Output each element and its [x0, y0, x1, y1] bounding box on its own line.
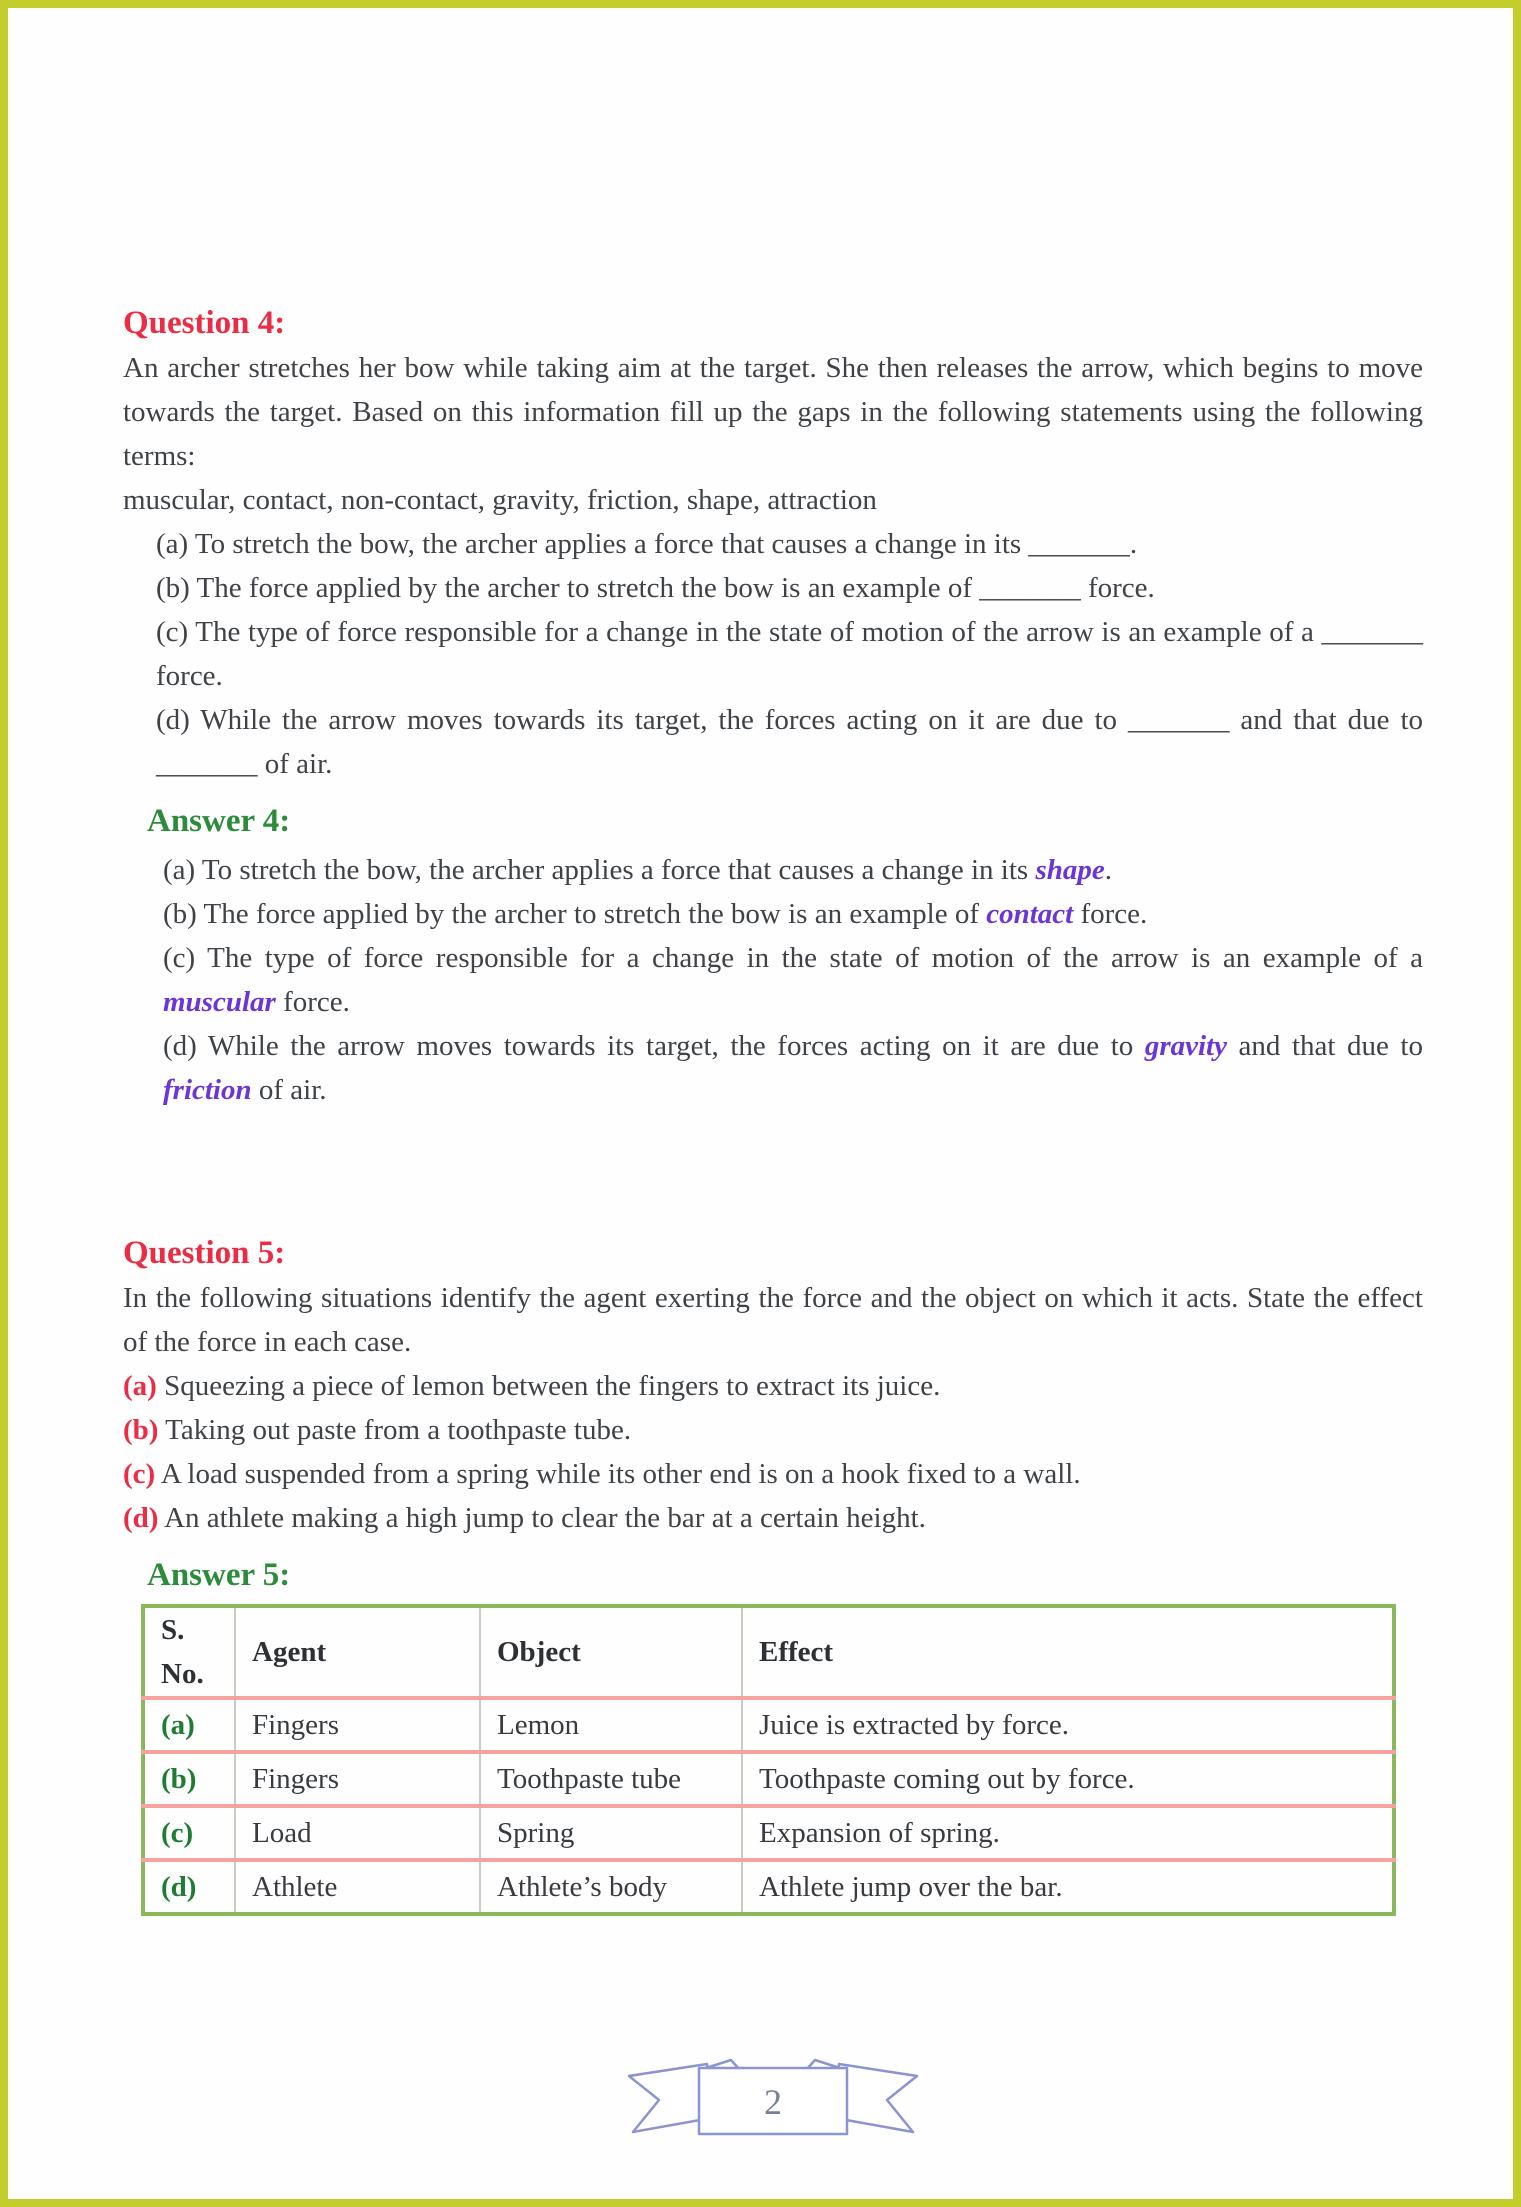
answer-4-heading: Answer 4:: [147, 803, 291, 839]
question-4-heading: Question 4:: [123, 305, 286, 341]
question-4-intro: An archer stretches her bow while taking aim at the target. She then releases the arrow, which begins to move towards the target. Based on this information fill up the gaps in the following statements using the following terms:: [123, 352, 1423, 472]
question-4-items: [156, 522, 1423, 786]
cell-agent: Load: [235, 1806, 480, 1860]
table-row: [143, 1698, 1394, 1752]
cell-sno: (d): [143, 1860, 235, 1914]
list-item: (c) A load suspended from a spring while its other end is on a hook fixed to a wall.: [123, 1458, 1081, 1490]
cell-sno: (b): [143, 1752, 235, 1806]
cell-object: Athlete’s body: [480, 1860, 742, 1914]
list-item: (d) An athlete making a high jump to clear the bar at a certain height.: [123, 1502, 926, 1534]
cell-sno: (a): [143, 1698, 235, 1752]
cell-object: Toothpaste tube: [480, 1752, 742, 1806]
list-item: (d) While the arrow moves towards its target, the forces acting on it are due to _______ and that due to _______ of air.: [156, 704, 1423, 780]
page-number-ribbon: [627, 2056, 919, 2140]
cell-effect: Expansion of spring.: [742, 1806, 1394, 1860]
table-row: [143, 1806, 1394, 1860]
question-5-section: [123, 1230, 1423, 1916]
cell-object: Spring: [480, 1806, 742, 1860]
question-5-heading: Question 5:: [123, 1235, 286, 1271]
cell-effect: Juice is extracted by force.: [742, 1698, 1394, 1752]
list-item: (b) The force applied by the archer to stretch the bow is an example of _______ force.: [156, 572, 1155, 604]
question-5-items: [123, 1364, 1423, 1540]
table-row: [143, 1860, 1394, 1914]
answer-5-heading: Answer 5:: [147, 1557, 291, 1593]
list-item: (c) The type of force responsible for a change in the state of motion of the arrow is an example of a muscular force.: [163, 942, 1423, 1018]
cell-agent: Athlete: [235, 1860, 480, 1914]
table-header-row: [143, 1606, 1394, 1698]
cell-sno: (c): [143, 1806, 235, 1860]
answer-4-items: [163, 848, 1423, 1112]
question-4-terms: muscular, contact, non-contact, gravity, friction, shape, attraction: [123, 484, 877, 516]
column-header-effect: Effect: [742, 1606, 1394, 1698]
cell-effect: Toothpaste coming out by force.: [742, 1752, 1394, 1806]
page-content: [8, 8, 1513, 2140]
column-header-object: Object: [480, 1606, 742, 1698]
list-item: (a) Squeezing a piece of lemon between the fingers to extract its juice.: [123, 1370, 941, 1402]
cell-effect: Athlete jump over the bar.: [742, 1860, 1394, 1914]
question-4-section: [123, 300, 1423, 1112]
list-item: (d) While the arrow moves towards its target, the forces acting on it are due to gravity and that due to friction of air.: [163, 1030, 1423, 1106]
ribbon-banner-icon: [627, 2056, 919, 2140]
list-item: (b) The force applied by the archer to stretch the bow is an example of contact force.: [163, 898, 1148, 930]
cell-object: Lemon: [480, 1698, 742, 1752]
list-item: (b) Taking out paste from a toothpaste tube.: [123, 1414, 632, 1446]
table-row: [143, 1752, 1394, 1806]
cell-agent: Fingers: [235, 1752, 480, 1806]
column-header-agent: Agent: [235, 1606, 480, 1698]
question-5-intro: In the following situations identify the agent exerting the force and the object on which it acts. State the effect of the force in each case.: [123, 1282, 1423, 1358]
page-number: 2: [764, 2082, 782, 2122]
list-item: (c) The type of force responsible for a change in the state of motion of the arrow is an example of a _______ force.: [156, 616, 1423, 692]
column-header-sno: S. No.: [161, 1614, 204, 1690]
list-item: (a) To stretch the bow, the archer applies a force that causes a change in its _______.: [156, 528, 1138, 560]
list-item: (a) To stretch the bow, the archer applies a force that causes a change in its shape.: [163, 854, 1112, 886]
answer-5-table: [141, 1604, 1396, 1916]
cell-agent: Fingers: [235, 1698, 480, 1752]
